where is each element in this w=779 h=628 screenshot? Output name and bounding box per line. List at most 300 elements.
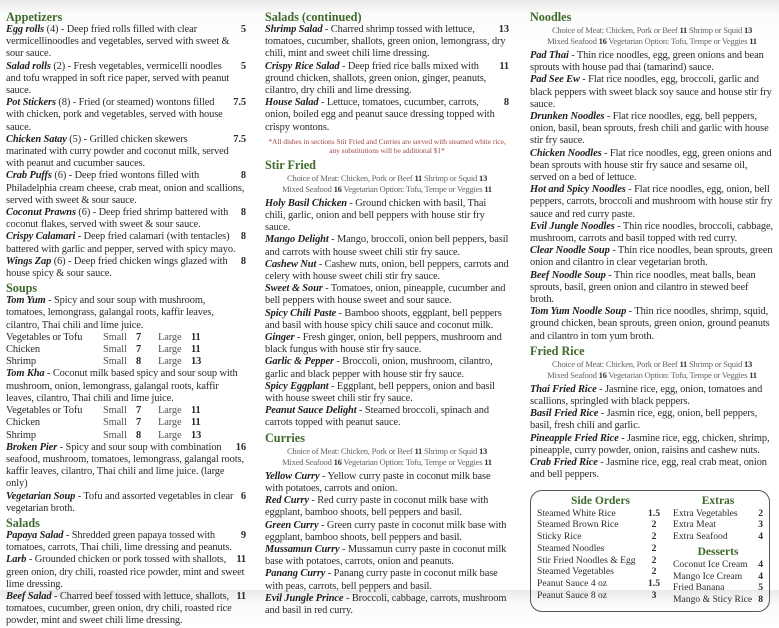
desserts-heading: Desserts (697, 545, 739, 558)
item-description: Thin rice noodles, egg, green onions and bean sprouts with house pad thai (tamarind) sauce. (530, 50, 764, 74)
mixed-label: Mixed Seafood (282, 183, 332, 194)
item-name: Beef Noodle Soup (530, 269, 606, 281)
protein: Shrimp (6, 429, 36, 441)
menu-item-pineapple-fried-rice: Pineapple Fried Rice - Jasmine rice, egg, chicken, shrimp, pineapple, curry powder, onion, raisins and cashew nuts. (530, 432, 770, 456)
side-name: Steamed Vegetables (537, 566, 614, 578)
item-price: 8 (503, 97, 509, 109)
menu-item-spicy-eggplant: Spicy Eggplant - Eggplant, bell peppers, onion and basil with house sweet chili stir fry sauce. (265, 380, 495, 405)
protein-line-1 (530, 25, 774, 36)
menu-item-holy-basil-chicken: Holy Basil Chicken - Ground chicken with basil, Thai chili, garlic, onion and bell peppers with house stir fry sauce. (265, 197, 487, 234)
item-name: Evil Jungle Noodles (530, 220, 615, 232)
protein-line-2 (530, 370, 774, 381)
item-description: Ground chicken with basil, Thai chili, garlic, onion and bell peppers with house stir fry sauce. (265, 197, 487, 234)
item-name: Spicy Eggplant (265, 380, 329, 392)
item-description: Thin rice noodles, shrimp, squid, ground chicken, bean sprouts, green onion, ground peanuts and cilantro in tom yum broth. (530, 306, 770, 342)
item-description: Mango, broccoli, onion bell peppers, basil and carrots with house sweet chili stir fry sauce. (265, 234, 509, 258)
protein: Chicken (6, 344, 40, 356)
menu-item-crispy-calamari: 8 Crispy Calamari - Deep fried calamari (with tentacles) battered with garlic and pepper, served with spicy mayo. (6, 231, 246, 255)
menu-item-evil-jungle-noodles: Evil Jungle Noodles - Thin rice noodles, broccoli, cabbage, mushroom, carrots and basil topped with red curry. (530, 220, 773, 245)
size-small: Small (103, 356, 127, 368)
side-name: Mango & Sticy Rice (673, 594, 753, 606)
side-name: Extra Vegetables (673, 507, 738, 519)
item-count: (6) (54, 170, 67, 182)
side-price: 2 (758, 507, 763, 519)
item-name: Panang Curry (265, 568, 326, 580)
menu-item-sweet-sour: Sweet & Sour - Tomatoes, onion, pineapple, cucumber and bell peppers with house sweet and sour sauce. (265, 283, 506, 307)
menu-item-cashew-nut: Cashew Nut - Cashew nuts, onion, bell peppers, carrots and celery with house sweet chili stir fry sauce. (265, 258, 509, 283)
item-price: 5 (240, 60, 246, 72)
desserts-row (673, 594, 763, 606)
menu-item-green-curry: Green Curry - Green curry paste in coconut milk base with eggplant, bamboo shoots, bell peppers and basil. (265, 519, 507, 543)
item-description: Broccoli, onion, mushroom, cilantro, garlic and black pepper with house stir fry sauce. (265, 356, 493, 380)
menu-item-mango-delight: Mango Delight - Mango, broccoli, onion bell peppers, basil and carrots with house sweet chili stir fry sauce. (265, 234, 509, 258)
menu-item-coconut-prawns: 8 Coconut Prawns (6) - Deep fried shrimp battered with coconut flakes, served with sweet & sour sauce. (6, 207, 246, 231)
item-name: Crab Puffs (6, 170, 52, 182)
section-heading-appetizers: Appetizers (6, 10, 63, 24)
protein: Chicken (6, 417, 40, 429)
item-description: Broccoli, cabbage, carrots, mushroom and basil in red curry. (265, 592, 507, 616)
side-orders-row (537, 590, 664, 602)
veg-price-label: 11 (484, 456, 492, 467)
side-name: Peanut Sauce 4 oz (537, 578, 608, 590)
item-name: Larb (6, 554, 27, 566)
section-heading-curries: Curries (265, 430, 305, 445)
price-small: 7 (136, 331, 142, 343)
size-small: Small (103, 331, 127, 343)
item-price: 8 (240, 170, 246, 182)
protein-line-1 (265, 446, 509, 457)
price-small: 8 (136, 429, 142, 441)
veg-price-label: 11 (749, 369, 757, 380)
mixed-label: Mixed Seafood (547, 369, 597, 380)
menu-item-egg-rolls: 5 Egg rolls (4) - Deep fried rolls filled with clear vermicellinoodles and vegetables, served with sweet & sour sauce. (6, 24, 246, 60)
item-name: Hot and Spicy Noodles (530, 184, 626, 196)
item-name: Salad rolls (6, 60, 51, 72)
item-name: Red Curry (265, 495, 309, 507)
item-name: Thai Fried Rice (530, 383, 597, 395)
item-description: Flat rice noodles, egg, bell peppers, onion, basil, bean sprouts, fresh chili and garlic with house stir fry sauce. (530, 111, 769, 147)
menu-item-chicken-noodles: Chicken Noodles - Flat rice noodles, egg, green onions and bean sprouts with house stir fry sauce and sesame oil, served on a bed of lettuce. (530, 147, 772, 184)
mixed-label: Mixed Seafood (547, 36, 597, 46)
item-description: Eggplant, bell peppers, onion and basil with house sweet chili stir fry sauce. (265, 380, 495, 405)
item-description: Deep fried calamari (with tentacles) battered with garlic and pepper, served with spicy mayo. (6, 231, 236, 255)
soup-size-row (6, 332, 246, 344)
item-description: Jasmine rice, egg, onion, tomatoes and scallions, springled with black peppers. (530, 383, 763, 408)
size-small: Small (103, 405, 127, 417)
menu-item-pot-stickers: 7.5 Pot Stickers (8) - Fried (or steamed) wontons filled with chicken, pork and vegetables, served with house sauce. (6, 97, 246, 133)
item-price: 7.5 (233, 97, 246, 109)
item-name: Crispy Calamari (6, 231, 76, 243)
menu-item-pad-see-ew: Pad See Ew - Flat rice noodles, egg, broccoli, garlic and black peppers with sweet black soy sauce and house stir fry sauce. (530, 74, 772, 110)
size-large: Large (158, 417, 182, 429)
item-description: Flat rice noodles, egg, onion, bell peppers, carrots, broccoli and mushroom with house stir fry sauce and red curry paste. (530, 184, 773, 220)
sides-box (530, 490, 770, 612)
item-description: Charred beef tossed with lettuce, shallots, tomatoes, cucumber, green onion, dry chili, roasted rice powder, mint and sweet chili lime dressing. (6, 590, 232, 627)
side-price: 1.5 (648, 578, 660, 590)
protein-line-2 (265, 457, 509, 468)
item-name: Wings Zap (6, 255, 52, 267)
menu-item-salad-rolls: 5 Salad rolls (2) - Fresh vegetables, vermicelli noodles and tofu wrapped in soft rice paper, served with peanut sauce. (6, 60, 246, 97)
menu-item-chicken-satay: 7.5 Chicken Satay (5) - Grilled chicken skewers marinated with curry powder and coconut milk, served with peanut and cucumber sauces. (6, 133, 246, 170)
price-small: 7 (136, 344, 142, 356)
item-name: Coconut Prawns (6, 207, 76, 219)
item-price: 8 (240, 255, 246, 267)
veg-price-label: 11 (484, 183, 492, 194)
size-large: Large (158, 331, 182, 343)
side-orders-row (537, 555, 664, 567)
price-large: 13 (191, 356, 202, 368)
mixed-price-label: 16 (598, 369, 607, 380)
meat-label: Choice of Meat: Chicken, Pork or Beef (286, 445, 413, 456)
meat-label: Choice of Meat: Chicken, Pork or Beef (551, 25, 678, 35)
side-orders-list (537, 508, 664, 602)
item-count: (6) (78, 207, 91, 219)
veg-label: Vegetarian Option: Tofu, Tempe or Veggies (343, 456, 483, 467)
menu-item-beef-salad: 11 Beef Salad - Charred beef tossed with lettuce, shallots, tomatoes, cucumber, green onion, dry chili, roasted rice powder, mint and sweet chili lime dressing. (6, 590, 246, 627)
menu-item-wings-zap: 8 Wings Zap (6) - Deep fried chicken wings glazed with house spicy & sour sauce. (6, 255, 246, 280)
price-small: 8 (136, 356, 142, 368)
side-name: Fried Banana (673, 582, 725, 594)
soup-size-row (6, 356, 246, 368)
mixed-price-label: 16 (333, 456, 342, 467)
side-name: Coconut Ice Cream (673, 558, 748, 570)
menu-item-larb: 11 Larb - Grounded chicken or pork tossed with shallots, green onion, dry chili, roasted rice powder, mint and sweet lime dressing. (6, 554, 246, 590)
item-count: (5) (69, 133, 82, 145)
soup-size-row (6, 405, 246, 417)
size-large: Large (158, 429, 182, 441)
side-price: 2 (651, 554, 657, 566)
item-description: Charred shrimp tossed with lettuce, tomatoes, cucumber, shallots, green onion, lemongrass, dry chili, mint and sweet chili lime dressing. (265, 24, 506, 60)
side-price: 4 (758, 570, 763, 582)
item-description: Coconut milk based spicy and sour soup with mushroom, onion, lemongrass, galangal roots, kaffir leaves, cilantro, Thai chili and lime juice. (6, 368, 238, 404)
item-name: Papaya Salad (6, 529, 64, 541)
item-description: Grounded chicken or pork tossed with shallots, green onion, dry chili, roasted rice powder, mint and sweet lime dressing. (6, 554, 245, 590)
item-description: Deep fried rolls filled with clear vermicellinoodles and vegetables, served with sweet & sour sauce. (6, 24, 230, 60)
item-name: Vegetarian Soup (6, 490, 76, 502)
side-name: Extra Seafood (673, 531, 728, 543)
side-orders-row (537, 543, 664, 555)
price-large: 11 (191, 417, 201, 429)
side-orders-row (537, 578, 664, 590)
protein-price-note (265, 173, 509, 195)
seafood-price-label: 13 (478, 445, 488, 456)
item-name: Garlic & Pepper (265, 356, 334, 368)
menu-item-drunken-noodles: Drunken Noodles - Flat rice noodles, egg, bell peppers, onion, basil, bean sprouts, fresh chili and garlic with house stir fry sauce. (530, 111, 769, 147)
price-small: 7 (136, 417, 142, 429)
menu-item-tom-yum: Tom Yum - Spicy and sour soup with mushroom, tomatoes, lemongrass, galangal roots, kaffir leaves, cilantro, Thai chili and lime juice. (6, 295, 214, 331)
item-name: Shrimp Salad (265, 24, 323, 35)
section-heading-salads: Salads (6, 515, 40, 530)
size-large: Large (158, 356, 182, 368)
seafood-price-label: 13 (743, 358, 753, 369)
seafood-label: Shrimp or Squid (423, 445, 478, 456)
menu-column-1 (6, 9, 246, 628)
item-description: Red curry paste in coconut milk base with eggplant, bamboo shoots, bell peppers and basil. (265, 495, 489, 519)
menu-item-mussamun-curry: Mussamun Curry - Mussamun curry paste in coconut milk base with potatoes, carrots, onion and peanuts. (265, 543, 507, 568)
side-price: 1.5 (648, 507, 660, 519)
meat-price-label: 11 (414, 445, 423, 456)
protein: Vegetables or Tofu (6, 405, 83, 417)
item-name: Egg rolls (6, 24, 45, 35)
menu-item-red-curry: Red Curry - Red curry paste in coconut milk base with eggplant, bamboo shoots, bell peppers and basil. (265, 495, 489, 519)
seafood-label: Shrimp or Squid (688, 25, 743, 35)
meat-label: Choice of Meat: Chicken, Pork or Beef (551, 358, 678, 369)
item-description: Panang curry paste in coconut milk base with peas, carrots, bell peppers and basil. (265, 568, 498, 592)
item-name: House Salad (265, 97, 319, 109)
side-name: Steamed Noodles (537, 542, 605, 554)
meat-label: Choice of Meat: Chicken, Pork or Beef (286, 172, 413, 183)
item-name: Green Curry (265, 519, 319, 531)
item-name: Crispy Rice Salad (265, 60, 340, 72)
item-name: Chicken Satay (6, 133, 67, 145)
side-orders-row (537, 531, 664, 543)
menu-item-evil-jungle-prince: Evil Jungle Prince - Broccoli, cabbage, carrots, mushroom and basil in red curry. (265, 592, 507, 616)
rice-note: *All dishes in sections Stir Fried and Curries are served with steamed white rice, any substitutions will be additional $1* (268, 136, 506, 156)
side-price: 2 (651, 542, 657, 554)
menu-item-peanut-sauce-delight: Peanut Sauce Delight - Steamed broccoli, spinach and carrots topped with peanut sauce. (265, 405, 489, 429)
veg-label: Vegetarian Option: Tofu, Tempe or Veggies (608, 36, 748, 46)
veg-label: Vegetarian Option: Tofu, Tempe or Veggies (608, 369, 748, 380)
item-name: Mussamun Curry (265, 543, 340, 555)
menu-item-basil-fried-rice: Basil Fried Rice - Jasmin rice, egg, onion, bell peppers, basil, fresh chili and garlic. (530, 408, 758, 432)
menu-item-tom-yum-noodle-soup: Tom Yum Noodle Soup - Thin rice noodles, shrimp, squid, ground chicken, bean sprouts, green onion, ground peanuts and cilantro in tom yum broth. (530, 306, 770, 342)
side-price: 5 (758, 582, 763, 594)
item-description: Deep fried shrimp battered with coconut flakes, served with sweet & sour sauce. (6, 207, 229, 231)
extras-heading: Extras (701, 494, 735, 507)
menu-item-thai-fried-rice: Thai Fried Rice - Jasmine rice, egg, onion, tomatoes and scallions, springled with black peppers. (530, 383, 763, 408)
side-name: Steamed Brown Rice (537, 519, 619, 531)
item-description: Bamboo shoots, eggplant, bell peppers and basil with house spicy chili sauce and coconut milk. (265, 307, 502, 331)
menu-item-clear-noodle-soup: Clear Noodle Soup - Thin rice noodles, bean sprouts, green onion and cilantro in clear vegetarian broth. (530, 245, 773, 269)
menu-item-crab-puffs: 8 Crab Puffs (6) - Deep fried wontons filled with Philadelphia cream cheese, crab meat, onion and scallions, served with sweet & sour sauce. (6, 170, 246, 206)
side-name: Stir Fried Noodles & Egg (537, 554, 636, 566)
side-orders-row (537, 566, 664, 578)
protein-line-2 (530, 36, 774, 47)
item-name: Spicy Chili Paste (265, 307, 337, 319)
menu-item-broken-pier: 16 Broken Pier - Spicy and sour soup with combination seafood, mushroom, tomatoes, lemongrass, galangal roots, kaffir leaves, cilantro, Thai chili and lime juice. (large only) (6, 441, 246, 490)
veg-price-label: 11 (749, 36, 757, 46)
item-count: (6) (53, 255, 66, 267)
item-description: Lettuce, tomatoes, cucumber, carrots, onion, boiled egg and peanut sauce dressing topped with crispy wontons. (265, 97, 495, 133)
meat-price-label: 11 (679, 358, 688, 369)
item-name: Ginger (265, 332, 295, 344)
item-description: Fresh ginger, onion, bell peppers, mushroom and black fungus with house stir fry sauce. (265, 332, 502, 356)
item-description: Thin rice noodles, broccoli, cabbage, mushroom, carrots and basil topped with red curry. (530, 220, 773, 245)
item-description: Fried (or steamed) wontons filled with chicken, pork and vegetables, served with house sauce. (6, 97, 223, 133)
item-name: Evil Jungle Prince (265, 592, 344, 604)
protein: Shrimp (6, 356, 36, 368)
item-name: Crab Fried Rice (530, 457, 598, 469)
side-price: 3 (651, 590, 657, 602)
desserts-row (673, 582, 763, 594)
soup-size-row (6, 417, 246, 429)
item-description: Steamed broccoli, spinach and carrots topped with peanut sauce. (265, 405, 489, 429)
desserts-row (673, 571, 763, 583)
item-name: Yellow Curry (265, 470, 320, 482)
item-price: 5 (240, 24, 246, 35)
menu-item-crab-fried-rice: Crab Fried Rice - Jasmine rice, egg, real crab meat, onion and bell peppers. (530, 457, 767, 481)
seafood-label: Shrimp or Squid (688, 358, 743, 369)
item-name: Pineapple Fried Rice (530, 432, 619, 444)
item-name: Pad Thai (530, 50, 569, 61)
size-small: Small (103, 429, 127, 441)
side-price: 8 (758, 594, 763, 606)
menu-item-house-salad: 8 House Salad - Lettuce, tomatoes, cucumber, carrots, onion, boiled egg and peanut sauce dressing topped with crispy wontons. (265, 97, 509, 133)
side-name: Sticky Rice (537, 531, 582, 543)
item-description: Flat rice noodles, egg, broccoli, garlic and black peppers with sweet black soy sauce and house stir fry sauce. (530, 74, 772, 110)
size-small: Small (103, 344, 127, 356)
menu-item-crispy-rice-salad: 11 Crispy Rice Salad - Deep fried rice balls mixed with ground chicken, shallots, green onion, ginger, peanuts, cilantro, dry chili and lime dressing. (265, 60, 509, 97)
item-name: Mango Delight (265, 234, 329, 246)
item-name: Chicken Noodles (530, 147, 602, 159)
menu-item-pad-thai: Pad Thai - Thin rice noodles, egg, green onions and bean sprouts with house pad thai (tamarind) sauce. (530, 50, 764, 74)
item-price: 6 (240, 490, 246, 502)
menu-item-beef-noodle-soup: Beef Noodle Soup - Thin rice noodles, meat balls, bean sprouts, basil, green onion and cilantro in stewed beef broth. (530, 269, 756, 306)
item-name: Tom Yum Noodle Soup (530, 306, 627, 318)
section-heading-soups: Soups (6, 281, 38, 296)
extras-row (673, 508, 763, 520)
item-description: Jasmin rice, egg, onion, bell peppers, basil, fresh chili and garlic. (530, 408, 758, 432)
seafood-price-label: 13 (478, 172, 488, 183)
side-price: 2 (651, 566, 657, 578)
mixed-price-label: 16 (598, 36, 607, 46)
item-price: 11 (236, 590, 246, 602)
menu-item-spicy-chili-paste: Spicy Chili Paste - Bamboo shoots, eggplant, bell peppers and basil with house spicy chili sauce and coconut milk. (265, 307, 502, 331)
protein-line-2 (265, 184, 509, 195)
item-name: Tom Kha (6, 368, 45, 380)
side-name: Mango Ice Cream (673, 570, 743, 582)
side-orders-section (537, 494, 664, 602)
menu-item-tom-kha: Tom Kha - Coconut milk based spicy and sour soup with mushroom, onion, lemongrass, galangal roots, kaffir leaves, cilantro, Thai chili and lime juice. (6, 368, 238, 404)
menu-item-vegetarian-soup: 6 Vegetarian Soup - Tofu and assorted vegetables in clear vegetarian broth. (6, 490, 246, 514)
item-count: (4) (46, 24, 59, 35)
price-large: 11 (191, 331, 201, 343)
item-description: Cashew nuts, onion, bell peppers, carrots and celery with house sweet chili stir fry sauce. (265, 258, 509, 283)
item-name: Sweet & Sour (265, 283, 323, 295)
side-orders-heading: Side Orders (570, 494, 631, 507)
mixed-label: Mixed Seafood (282, 456, 332, 467)
veg-label: Vegetarian Option: Tofu, Tempe or Veggies (343, 183, 483, 194)
item-description: Grilled chicken skewers marinated with curry powder and coconut milk, served with peanut and cucumber sauces. (6, 133, 229, 170)
soup-size-row (6, 344, 246, 356)
item-price: 11 (236, 554, 246, 566)
item-count: (2) (53, 60, 66, 72)
side-name: Steamed White Rice (537, 507, 616, 519)
item-price: 16 (235, 441, 246, 453)
item-description: Mussamun curry paste in coconut milk base with potatoes, carrots, onion and peanuts. (265, 543, 507, 568)
price-large: 11 (191, 405, 201, 417)
item-description: Green curry paste in coconut milk base with eggplant, bamboo shoots, bell peppers and basil. (265, 519, 507, 543)
size-large: Large (158, 344, 182, 356)
side-orders-row (537, 508, 664, 520)
menu-column-2 (265, 9, 509, 617)
item-name: Beef Salad (6, 590, 52, 602)
item-description: Fresh vegetables, vermicelli noodles and tofu wrapped in soft rice paper, served with peanut sauce. (6, 60, 230, 97)
item-description: Thin rice noodles, meat balls, bean sprouts, basil, green onion and cilantro in stewed beef broth. (530, 269, 756, 306)
section-heading-fried-rice: Fried Rice (530, 343, 585, 358)
item-price: 13 (498, 24, 509, 35)
item-description: Deep fried wontons filled with Philadelphia cream cheese, crab meat, onion and scallions, served with sweet & sour sauce. (6, 170, 245, 206)
item-description: Tomatoes, onion, pineapple, cucumber and bell peppers with house sweet and sour sauce. (265, 283, 506, 307)
item-description: Spicy and sour soup with mushroom, tomatoes, lemongrass, galangal roots, kaffir leaves, cilantro, Thai chili and lime juice. (6, 295, 214, 331)
seafood-label: Shrimp or Squid (423, 172, 478, 183)
item-name: Clear Noodle Soup (530, 245, 610, 257)
side-price: 4 (758, 558, 763, 570)
menu-column-3 (530, 9, 774, 612)
desserts-list (673, 559, 763, 606)
protein-price-note (530, 359, 774, 381)
menu-item-ginger: Ginger - Fresh ginger, onion, bell peppers, mushroom and black fungus with house stir fry sauce. (265, 332, 502, 356)
item-description: Shredded green papaya tossed with tomatoes, carrots, Thai chili, lime dressing and peanuts. (6, 529, 232, 554)
extras-row (673, 519, 763, 531)
item-price: 7.5 (233, 133, 246, 145)
menu-item-shrimp-salad: 13 Shrimp Salad - Charred shrimp tossed with lettuce, tomatoes, cucumber, shallots, green onion, lemongrass, dry chili, mint and sweet chili lime dressing. (265, 24, 509, 60)
item-count: (8) (58, 97, 71, 109)
price-large: 11 (191, 344, 201, 356)
side-orders-row (537, 519, 664, 531)
item-description: Deep fried rice balls mixed with ground chicken, shallots, green onion, ginger, peanuts, cilantro, dry chili and lime dressing. (265, 60, 487, 97)
item-description: Thin rice noodles, bean sprouts, green onion and cilantro in clear vegetarian broth. (530, 245, 773, 269)
item-description: Tofu and assorted vegetables in clear vegetarian broth. (6, 490, 234, 514)
menu-item-hot-and-spicy-noodles: Hot and Spicy Noodles - Flat rice noodles, egg, onion, bell peppers, carrots, broccoli and mushroom with house stir fry sauce and red curry paste. (530, 184, 773, 220)
item-description: Deep fried chicken wings glazed with house spicy & sour sauce. (6, 255, 228, 280)
protein-price-note (265, 446, 509, 468)
menu-item-panang-curry: Panang Curry - Panang curry paste in coconut milk base with peas, carrots, bell peppers and basil. (265, 568, 498, 592)
item-name: Peanut Sauce Delight (265, 405, 357, 417)
meat-price-label: 11 (679, 25, 688, 35)
size-large: Large (158, 405, 182, 417)
soup-size-row (6, 430, 246, 442)
item-description: Yellow curry paste in coconut milk base with potatoes, carrots and onion. (265, 470, 491, 494)
item-description: Spicy and sour soup with combination seafood, mushroom, tomatoes, lemongrass, galangal roots, kaffir leaves, cilantro, Thai chili and lime juice. (large only) (6, 441, 244, 490)
mixed-price-label: 16 (333, 183, 342, 194)
size-small: Small (103, 417, 127, 429)
extras-row (673, 531, 763, 543)
menu-item-garlic-pepper: Garlic & Pepper - Broccoli, onion, mushroom, cilantro, garlic and black pepper with house stir fry sauce. (265, 356, 493, 380)
price-small: 7 (136, 405, 142, 417)
item-price: 11 (499, 60, 509, 72)
section-heading-salads-continued: Salads (continued) (265, 10, 362, 24)
item-name: Pot Stickers (6, 97, 56, 109)
menu-item-yellow-curry: Yellow Curry - Yellow curry paste in coconut milk base with potatoes, carrots and onion. (265, 470, 491, 494)
item-name: Basil Fried Rice (530, 408, 599, 420)
item-name: Broken Pier (6, 441, 58, 453)
desserts-row (673, 559, 763, 571)
protein-line-1 (265, 173, 509, 184)
item-price: 9 (240, 529, 246, 541)
side-price: 2 (651, 519, 657, 531)
item-price: 8 (240, 207, 246, 219)
section-heading-stir-fried: Stir Fried (265, 157, 316, 172)
protein-line-1 (530, 359, 774, 370)
price-large: 13 (191, 429, 202, 441)
side-name: Peanut Sauce 8 oz (537, 590, 608, 602)
side-price: 2 (651, 531, 657, 543)
item-name: Drunken Noodles (530, 111, 605, 123)
item-description: Jasmine rice, egg, real crab meat, onion and bell peppers. (530, 457, 767, 481)
item-name: Holy Basil Chicken (265, 197, 347, 209)
extras-desserts-section (673, 494, 763, 607)
item-name: Pad See Ew (530, 74, 580, 86)
item-description: Flat rice noodles, egg, green onions and bean sprouts with house stir fry sauce and sesame oil, served on a bed of lettuce. (530, 147, 772, 184)
item-name: Cashew Nut (265, 258, 317, 270)
meat-price-label: 11 (414, 172, 423, 183)
side-price: 4 (758, 531, 763, 543)
side-price: 3 (758, 519, 763, 531)
side-name: Extra Meat (673, 519, 716, 531)
item-price: 8 (240, 231, 246, 243)
item-description: Jasmine rice, egg, chicken, shrimp, pineapple, curry powder, onion, raisins and cashew nuts. (530, 432, 770, 456)
